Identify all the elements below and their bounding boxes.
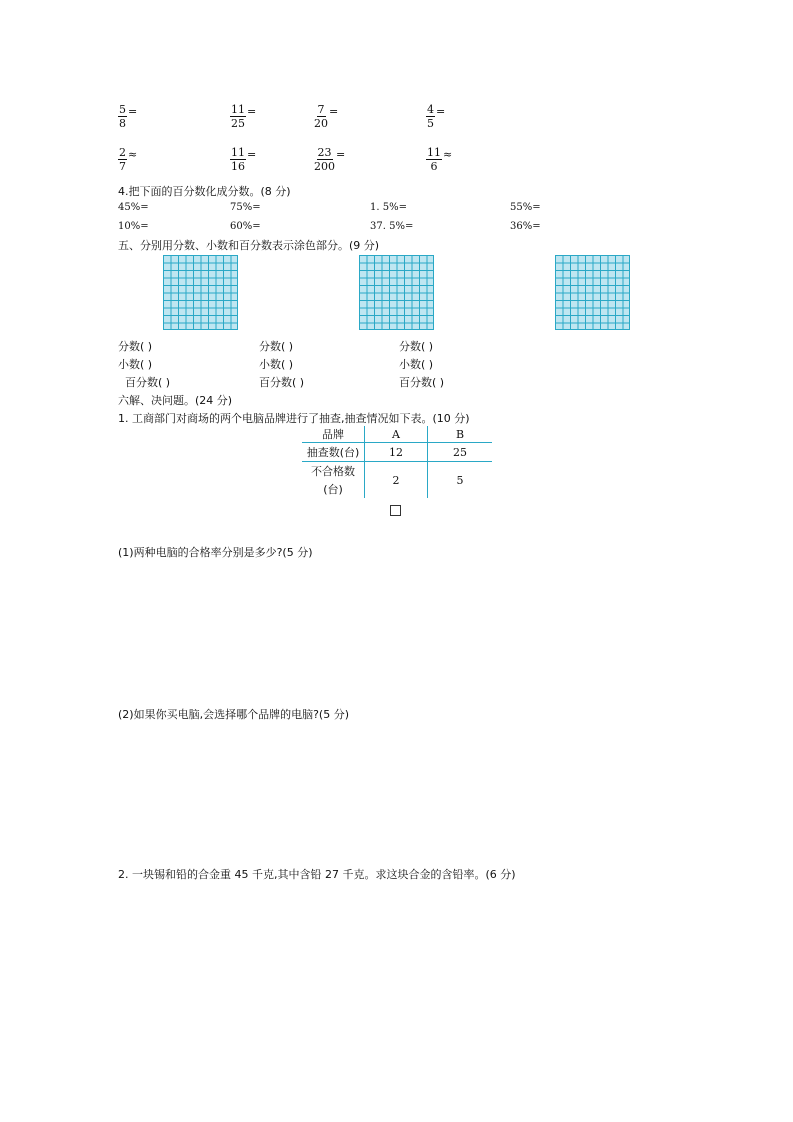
percent-blank[interactable]: 百分数( ) [399, 376, 445, 389]
numerator: 2 [119, 146, 126, 159]
fraction-11-6 [426, 147, 452, 172]
table-row [302, 462, 492, 499]
checkbox[interactable] [390, 505, 401, 516]
numerator: 5 [119, 103, 126, 116]
denominator: 6 [430, 160, 438, 173]
inspection-table [302, 426, 492, 498]
fraction-11-25 [230, 104, 256, 129]
equals-sign: = [247, 105, 257, 118]
denominator: 8 [119, 117, 126, 130]
percent-item: 37. 5%= [370, 221, 414, 232]
question-1-part-2: (2)如果你买电脑,会选择哪个品牌的电脑?(5 分) [118, 708, 349, 721]
equals-sign: = [336, 148, 346, 161]
cell-a-sampled: 12 [365, 443, 428, 462]
header-b: B [428, 426, 493, 443]
denominator: 5 [427, 117, 434, 130]
denominator: 200 [314, 160, 335, 173]
row-label-defective-line2: (台) [323, 483, 343, 496]
question-1: 1. 工商部门对商场的两个电脑品牌进行了抽查,抽查情况如下表。(10 分) [118, 412, 470, 425]
shaded-grid-2 [359, 255, 434, 330]
percent-item: 60%= [230, 221, 261, 232]
percent-item: 75%= [230, 202, 261, 213]
section6-title: 六解、决问题。(24 分) [118, 394, 233, 407]
numerator: 4 [427, 103, 434, 116]
denominator: 20 [314, 117, 328, 130]
fraction-blank[interactable]: 分数( ) [118, 340, 153, 353]
decimal-blank[interactable]: 小数( ) [118, 358, 153, 371]
shaded-grid-3 [555, 255, 630, 330]
question-1-part-1: (1)两种电脑的合格率分别是多少?(5 分) [118, 546, 313, 559]
header-a: A [365, 426, 428, 443]
numerator: 7 [317, 103, 325, 116]
fraction-blank[interactable]: 分数( ) [259, 340, 294, 353]
shaded-grid-1 [163, 255, 238, 330]
percent-blank[interactable]: 百分数( ) [259, 376, 305, 389]
decimal-blank[interactable]: 小数( ) [259, 358, 294, 371]
numerator: 11 [427, 146, 441, 159]
fraction-23-200 [314, 147, 345, 172]
fraction-7-20 [314, 104, 338, 129]
numerator: 11 [231, 146, 245, 159]
table-row [302, 443, 492, 462]
numerator: 23 [317, 146, 332, 159]
denominator: 16 [231, 160, 245, 173]
cell-a-defective: 2 [365, 462, 428, 499]
percent-item: 36%= [510, 221, 541, 232]
equals-sign: = [128, 105, 138, 118]
percent-item: 1. 5%= [370, 202, 407, 213]
decimal-blank[interactable]: 小数( ) [399, 358, 434, 371]
cell-b-defective: 5 [456, 473, 464, 487]
question-2: 2. 一块锡和铅的合金重 45 千克,其中含铅 27 千克。求这块合金的含铅率。(6 分) [118, 868, 516, 881]
cell-b-sampled: 25 [428, 443, 493, 462]
percent-item: 10%= [118, 221, 149, 232]
equals-sign: = [247, 148, 257, 161]
row-label-defective-line1: 不合格数 [311, 465, 355, 478]
fraction-blank[interactable]: 分数( ) [399, 340, 434, 353]
percent-item: 45%= [118, 202, 149, 213]
fraction-2-7 [118, 147, 137, 172]
denominator: 25 [231, 117, 245, 130]
row-label-sampled: 抽查数(台) [302, 443, 365, 462]
approx-sign: ≈ [443, 148, 453, 161]
row-label-defective [302, 462, 365, 499]
numerator: 11 [231, 103, 245, 116]
percent-blank[interactable]: 百分数( ) [125, 376, 171, 389]
header-brand: 品牌 [302, 426, 365, 443]
percent-item: 55%= [510, 202, 541, 213]
fraction-5-8 [118, 104, 137, 129]
section5-title: 五、分别用分数、小数和百分数表示涂色部分。(9 分) [118, 239, 380, 252]
q4-title: 4.把下面的百分数化成分数。(8 分) [118, 185, 291, 198]
fraction-4-5 [426, 104, 445, 129]
equals-sign: = [329, 105, 339, 118]
table-header-row [302, 426, 492, 443]
denominator: 7 [119, 160, 126, 173]
equals-sign: = [436, 105, 446, 118]
approx-sign: ≈ [128, 148, 138, 161]
fraction-11-16 [230, 147, 256, 172]
